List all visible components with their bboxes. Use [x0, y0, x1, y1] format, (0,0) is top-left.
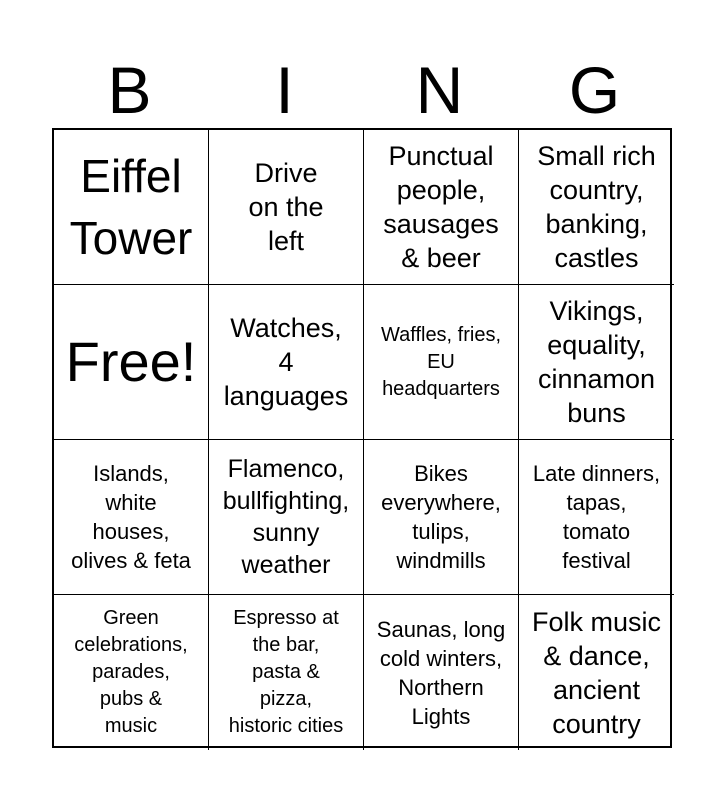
- bingo-cell[interactable]: [519, 440, 674, 595]
- header-letter-b: B: [107, 53, 152, 127]
- free-cell[interactable]: [54, 285, 209, 440]
- bingo-cell[interactable]: [209, 130, 364, 285]
- bingo-cell[interactable]: [209, 440, 364, 595]
- bingo-cell[interactable]: [364, 595, 519, 750]
- cell-text: Small rich country, banking, castles: [537, 141, 656, 273]
- bingo-cell[interactable]: [209, 595, 364, 750]
- cell-text: Islands, white houses, olives & feta: [71, 461, 191, 573]
- bingo-grid: [52, 128, 672, 748]
- cell-text: Watches, 4 languages: [223, 313, 349, 411]
- cell-text: Folk music & dance, ancient country: [531, 606, 661, 739]
- bingo-cell[interactable]: [519, 595, 674, 750]
- cell-text: Eiffel Tower: [69, 150, 193, 264]
- bingo-cell[interactable]: [364, 440, 519, 595]
- cell-text: Green celebrations, parades, pubs & music: [74, 607, 188, 737]
- header-letter-i: I: [275, 53, 294, 127]
- cell-text: Espresso at the bar, pasta & pizza, historic cities: [228, 607, 344, 737]
- cell-text: Late dinners, tapas, tomato festival: [532, 461, 661, 573]
- bingo-cell[interactable]: [209, 285, 364, 440]
- cell-text: Flamenco, bullfighting, sunny weather: [222, 455, 350, 579]
- header-letter-g: G: [568, 53, 621, 127]
- bingo-cell[interactable]: [364, 130, 519, 285]
- cell-text: Drive on the left: [248, 158, 324, 256]
- cell-text: Waffles, fries, EU headquarters: [380, 323, 502, 400]
- cell-text: Free!: [65, 330, 197, 393]
- bingo-header: [52, 52, 672, 128]
- header-letter-n: N: [415, 53, 464, 127]
- bingo-cell[interactable]: [519, 130, 674, 285]
- cell-text: Saunas, long cold winters, Northern Lights: [376, 616, 506, 729]
- cell-text: Bikes everywhere, tulips, windmills: [381, 461, 501, 573]
- bingo-cell[interactable]: [519, 285, 674, 440]
- bingo-cell[interactable]: [364, 285, 519, 440]
- bingo-cell[interactable]: [54, 440, 209, 595]
- bingo-cell[interactable]: [54, 595, 209, 750]
- cell-text: Punctual people, sausages & beer: [383, 141, 499, 273]
- bingo-cell[interactable]: [54, 130, 209, 285]
- cell-text: Vikings, equality, cinnamon buns: [537, 296, 656, 428]
